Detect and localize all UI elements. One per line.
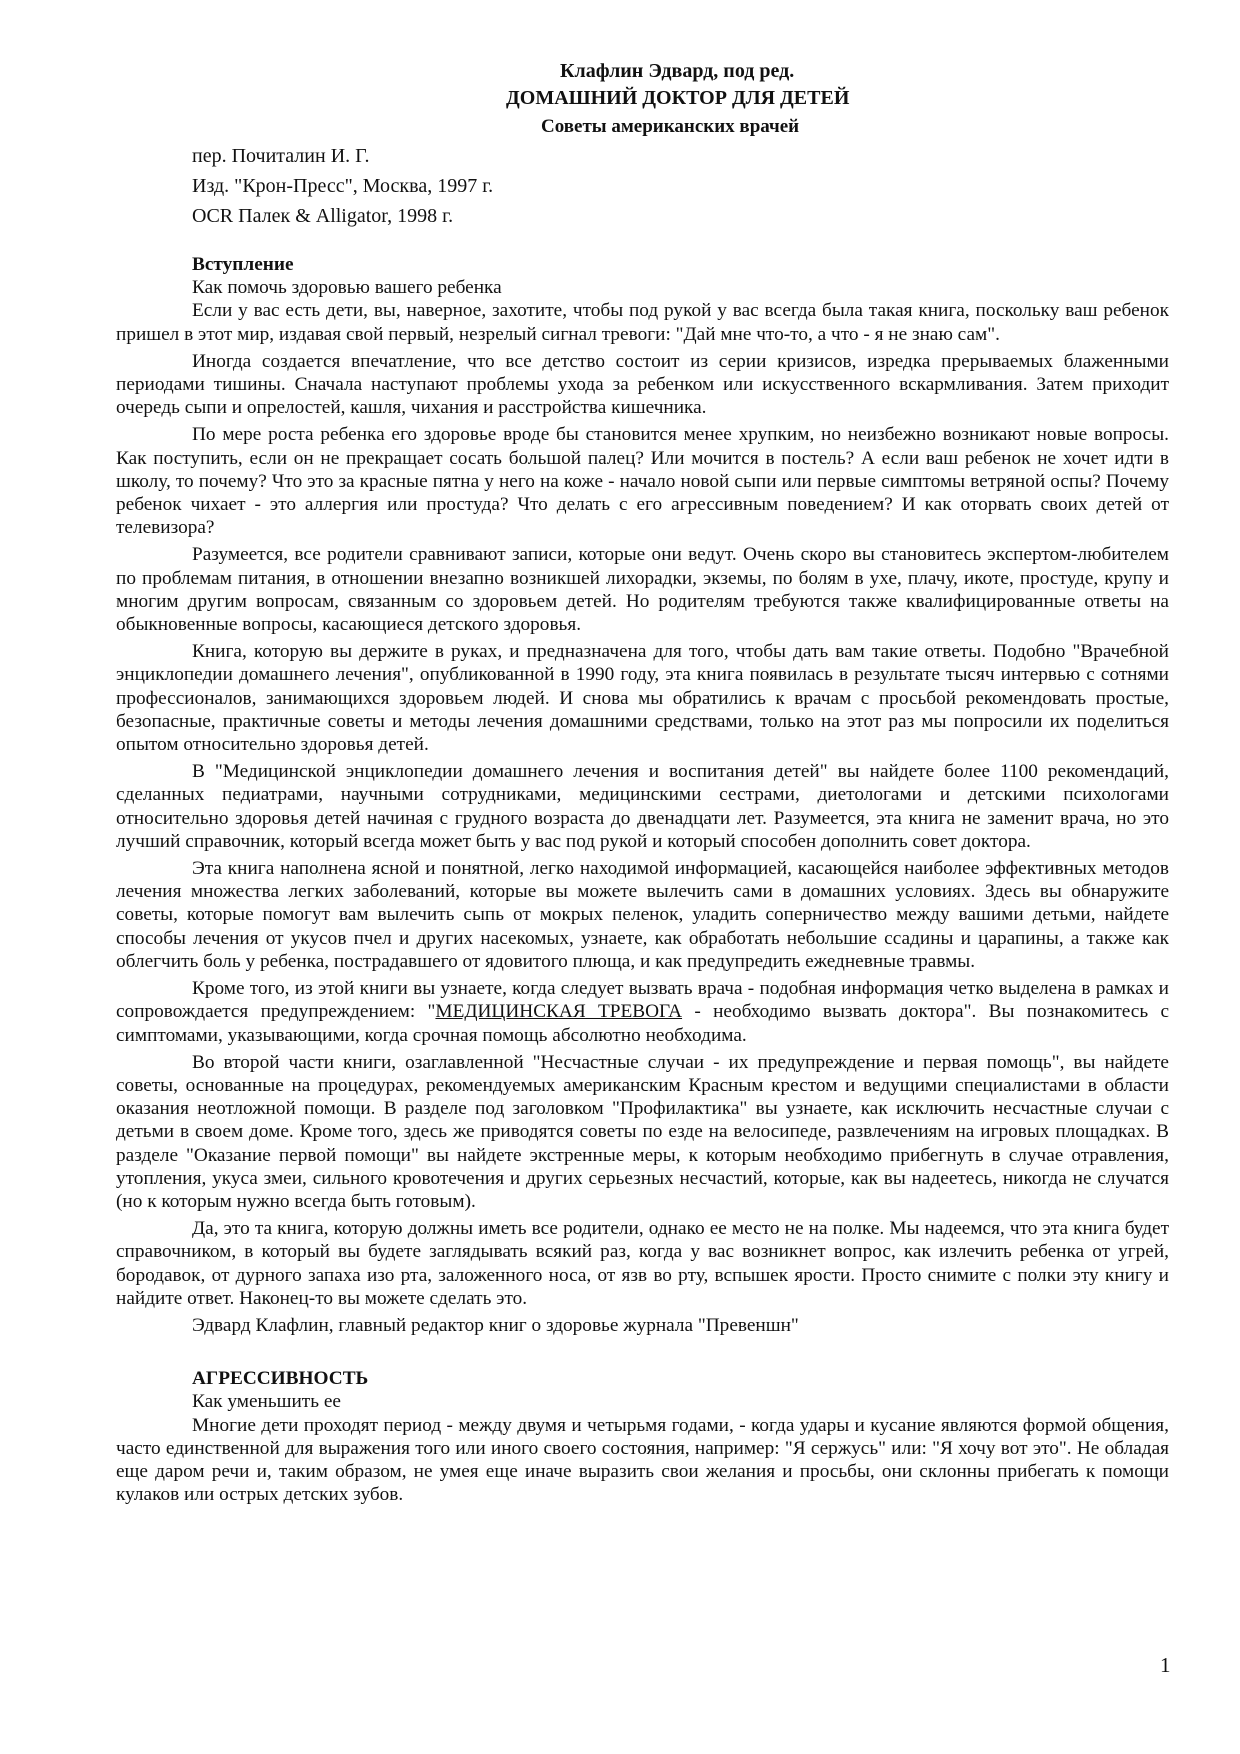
- aggression-heading: АГРЕССИВНОСТЬ: [192, 1368, 369, 1390]
- paragraph: Эта книга наполнена ясной и понятной, легко находимой информацией, касающейся наиболее эффективных методов лечения множества легких заболеваний, которые вы можете вылечить сами в домашних условиях. Здесь вы обнаружите советы, которые помогут вам вылечить сыпь от мокрых пеленок, уладить соперничество между вашими детьми, найдете способы лечения от укусов пчел и других насекомых, узнаете, как обработать небольшие ссадины и царапины, а также как облегчить боль у ребенка, пострадавшего от ядовитого плюща, и как предупредить ежедневные травмы.: [116, 858, 1169, 972]
- author-line: Клафлин Эдвард, под ред.: [560, 60, 795, 82]
- paragraph: Многие дети проходят период - между двумя и четырьмя годами, - когда удары и кусание являются формой общения, часто единственной для выражения того или иного своего состояния, например: "Я сержусь" или: "Я хочу вот это". Не обладая еще даром речи и, таким образом, не умея еще иначе выразить свои желания и просьбы, они склонны прибегать к помощи кулаков или острых детских зубов.: [116, 1414, 1169, 1506]
- paragraph-text: - необходимо вызвать доктора". Вы познакомитесь с симптомами, указывающими, когда срочная помощь абсолютно необходима.: [116, 1001, 1170, 1046]
- paragraph: Иногда создается впечатление, что все детство состоит из серии кризисов, изредка прерываемых блаженными периодами тишины. Сначала наступают проблемы ухода за ребенком или искусственного вскармливания. Затем приходит очередь сыпи и опрелостей, кашля, чихания и расстройства кишечника.: [116, 350, 1169, 419]
- paragraph: Разумеется, все родители сравнивают записи, которые они ведут. Очень скоро вы становитесь экспертом-любителем по проблемам питания, в отношении внезапно возникшей лихорадки, экземы, по болям в ухе, плачу, икоте, простуде, крупу и многим другим вопросам, связанным со здоровьем детей. Но родителям требуются также квалифицированные ответы на обыкновенные вопросы, касающиеся детского здоровья.: [116, 544, 1169, 636]
- publication-info: [192, 141, 1092, 231]
- translator-line: пер. Почиталин И. Г.: [192, 145, 370, 167]
- body-text: [116, 253, 1169, 1510]
- ocr-line: OCR Палек & Alligator, 1998 г.: [192, 205, 454, 227]
- paragraph: По мере роста ребенка его здоровье вроде бы становится менее хрупким, но неизбежно возникают новые вопросы. Как поступить, если он не прекращает сосать большой палец? Или мочится в постель? А если ваш ребенок не хочет идти в школу, то почему? Что это за красные пятна у него на коже - начало новой сыпи или первые симптомы ветряной оспы? Почему ребенок чихает - это аллергия или простуда? Что делать с его агрессивным поведением? И как оторвать своих детей от телевизора?: [116, 424, 1169, 539]
- paragraph: Во второй части книги, озаглавленной "Несчастные случаи - их предупреждение и первая помощь", вы найдете советы, основанные на процедурах, рекомендуемых американским Красным крестом и ведущими специалистами в области оказания неотложной помощи. В разделе под заголовком "Профилактика" вы узнаете, как исключить несчастные случаи с детьми в своем доме. Кроме того, здесь же приводятся советы по езде на велосипеде, развлечениям на игровых площадках. В разделе "Оказание первой помощи" вы найдете экстренные меры, к которым необходимо прибегнуть в случае отравления, утопления, укуса змеи, сильного кровотечения и других серьезных несчастий, которые, как вы надеетесь, никогда не случатся (но к которым нужно всегда быть готовым).: [116, 1051, 1169, 1212]
- paragraph-text: Кроме того, из этой книги вы узнаете, когда следует вызвать врача - подобная информация четко выделена в рамках и сопровождается предупреждением: ": [116, 978, 1169, 1023]
- intro-subheading: Как помочь здоровью вашего ребенка: [192, 277, 502, 299]
- section-spacer: [116, 1337, 1169, 1367]
- medical-alert-label: МЕДИЦИНСКАЯ ТРЕВОГА: [435, 1001, 683, 1023]
- paragraph: Если у вас есть дети, вы, наверное, захотите, чтобы под рукой у вас всегда была такая книга, поскольку ваш ребенок пришел в этот мир, издавая свой первый, незрелый сигнал тревоги: "Дай мне что-то, а что - я не знаю сам".: [116, 300, 1169, 345]
- signature: Эдвард Клафлин, главный редактор книг о здоровье журнала "Превеншн": [192, 1314, 799, 1336]
- page-number: 1: [1160, 1653, 1171, 1677]
- publisher-line: Изд. "Крон-Пресс", Москва, 1997 г.: [192, 175, 494, 197]
- aggression-subheading: Как уменьшить ее: [192, 1391, 341, 1413]
- paragraph: Да, это та книга, которую должны иметь все родители, однако ее место не на полке. Мы надеемся, что эта книга будет справочником, в который вы будете заглядывать всякий раз, когда у вас возникнет вопрос, как излечить ребенка от угрей, бородавок, от дурного запаха изо рта, заложенного носа, от язв во рту, вспышек ярости. Просто снимите с полки эту книгу и найдите ответ. Наконец-то вы можете сделать это.: [116, 1218, 1169, 1309]
- book-subtitle: Советы американских врачей: [541, 116, 800, 137]
- book-title: ДОМАШНИЙ ДОКТОР ДЛЯ ДЕТЕЙ: [506, 87, 850, 109]
- paragraph: Книга, которую вы держите в руках, и предназначена для того, чтобы дать вам такие ответы. Подобно "Врачебной энциклопедии домашнего лечения", опубликованной в 1990 году, эта книга появилась в результате тысяч интервью с сотнями профессионалов, занимающихся здоровьем людей. И снова мы обратились к врачам с просьбой рекомендовать простые, безопасные, практичные советы и методы лечения домашними средствами, только на этот раз мы попросили их поделиться опытом относительно здоровья детей.: [116, 641, 1169, 756]
- paragraph: [116, 977, 1169, 1047]
- intro-heading: Вступление: [192, 254, 294, 275]
- paragraph: В "Медицинской энциклопедии домашнего лечения и воспитания детей" вы найдете более 1100 рекомендаций, сделанных педиатрами, научными сотрудниками, медицинскими сестрами, диетологами и детскими психологами относительно здоровья детей начиная с грудного возраста до двенадцати лет. Разумеется, эта книга не заменит врача, но это лучший справочник, который всегда может быть у вас под рукой и который способен дополнить совет доктора.: [116, 761, 1169, 852]
